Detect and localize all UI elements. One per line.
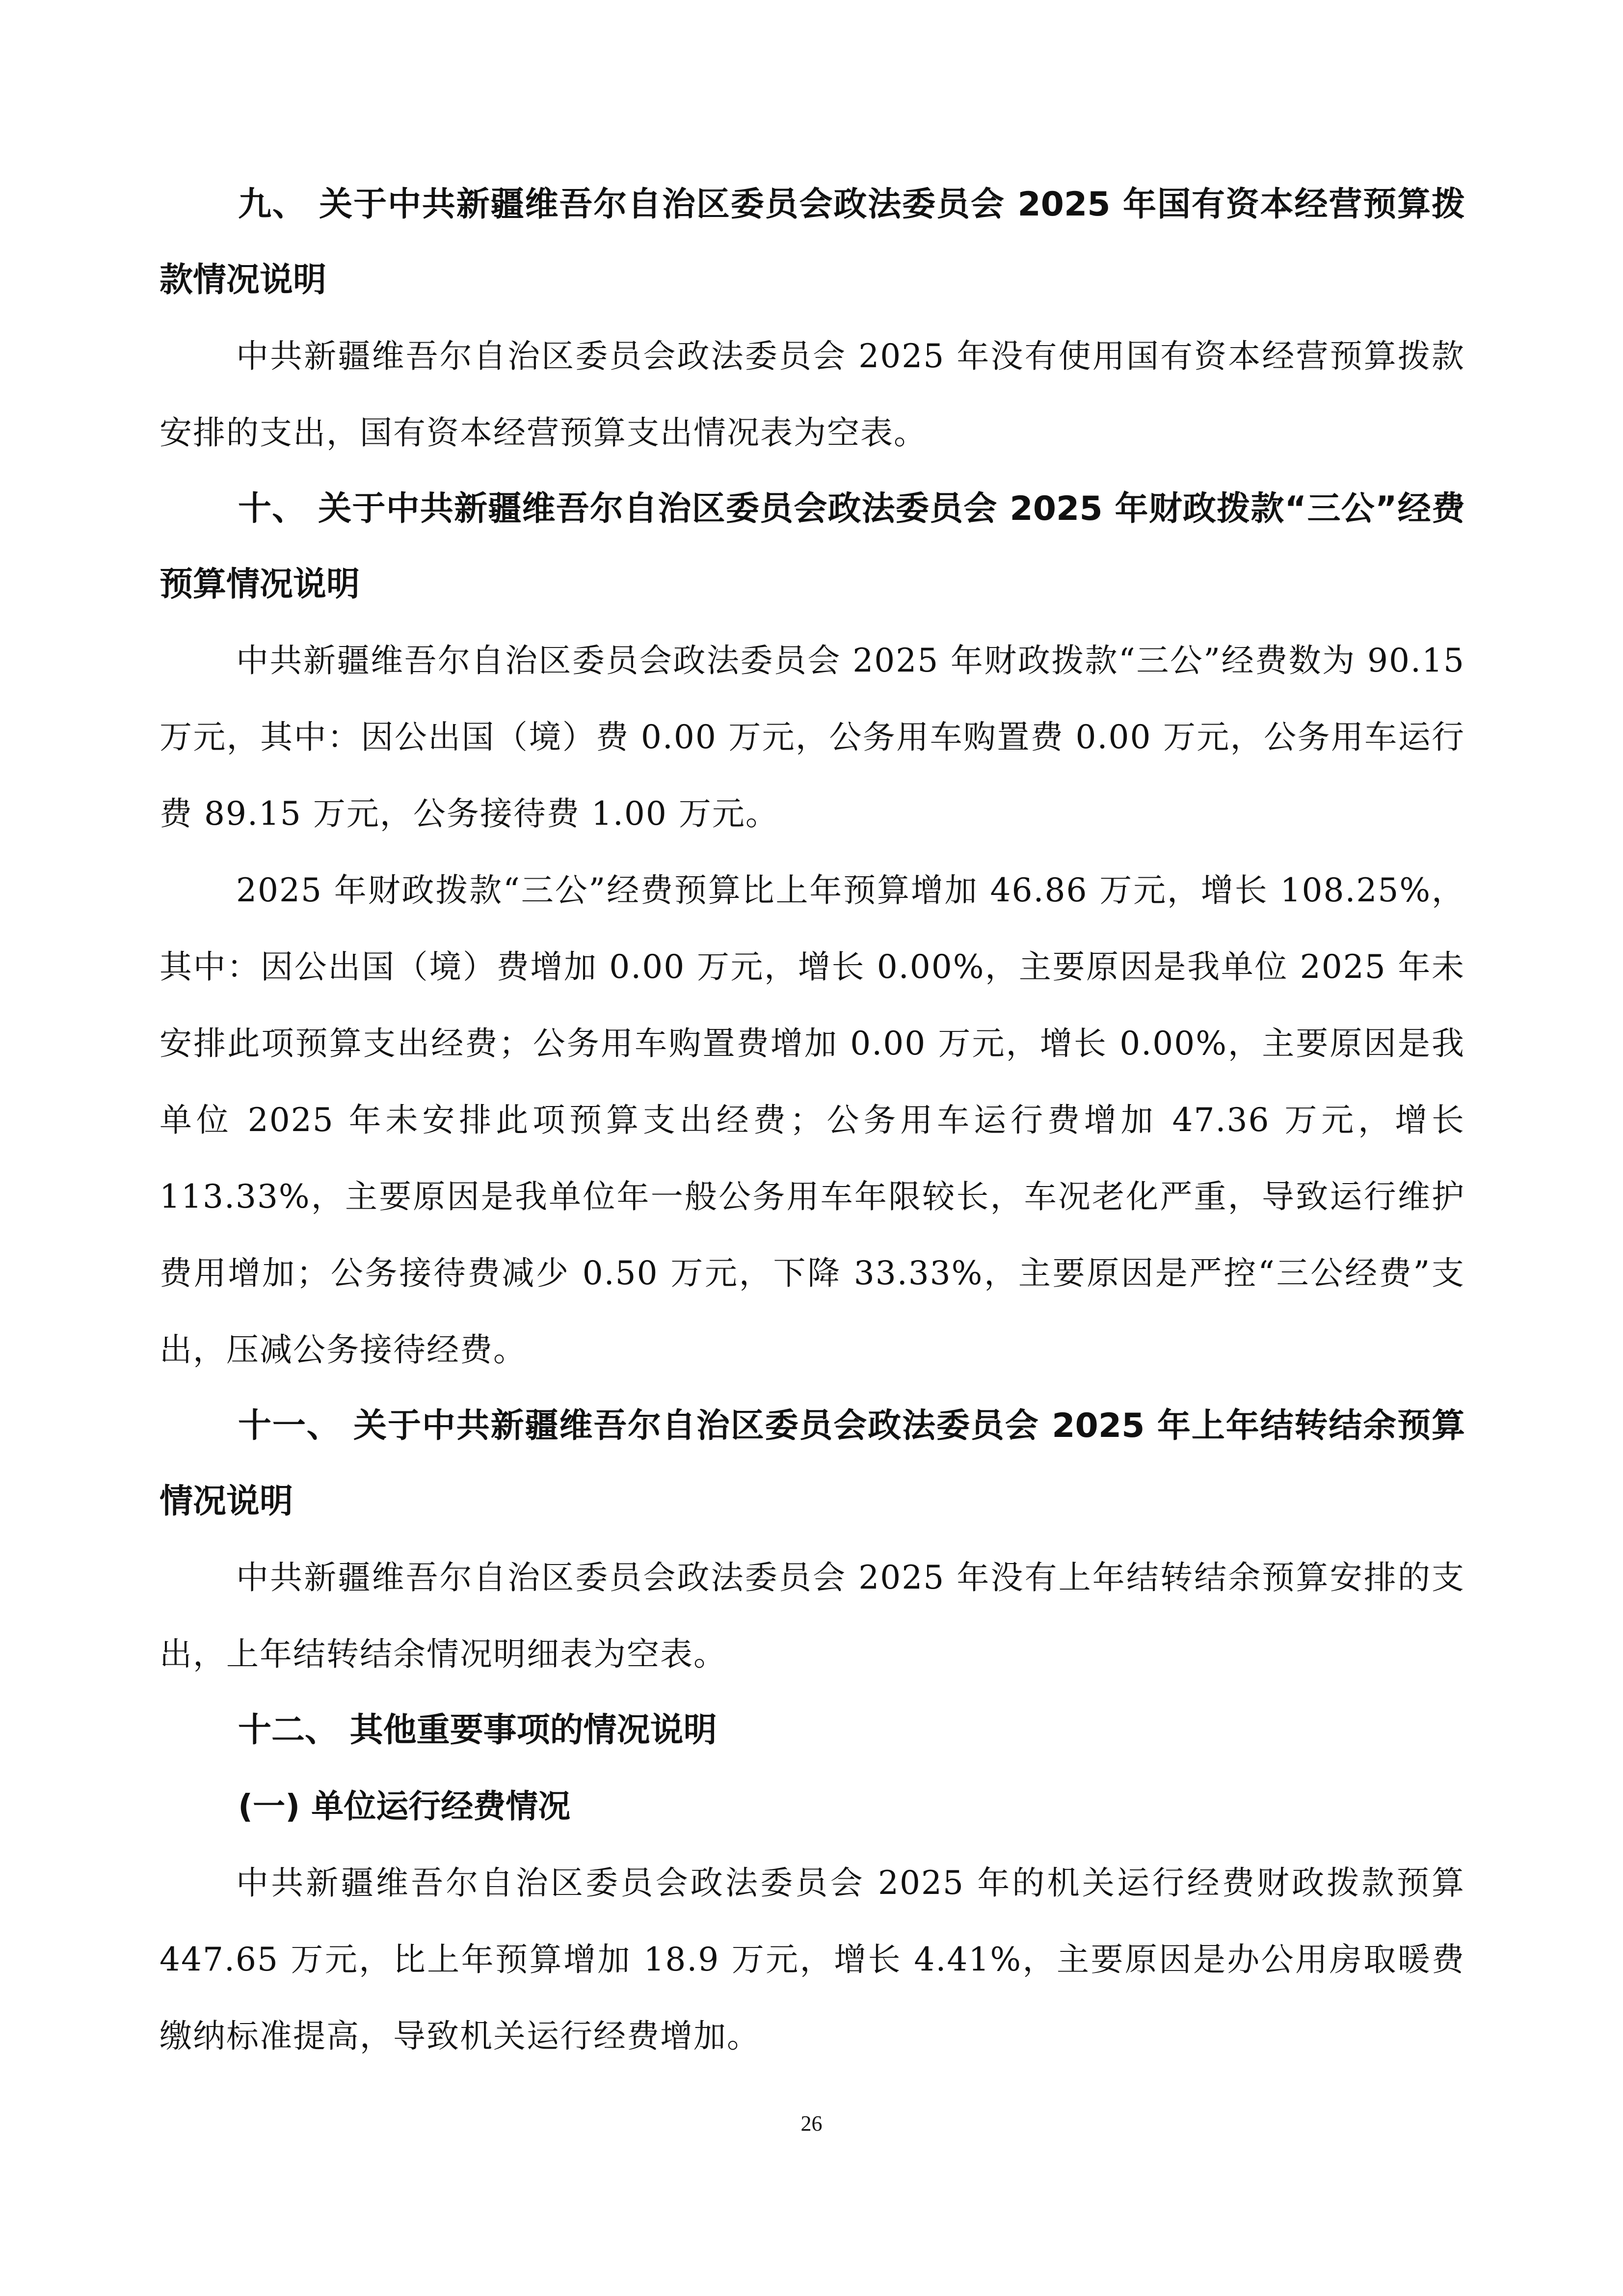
document-page: [160, 167, 1465, 2075]
section-9: [160, 167, 1465, 471]
section-11: [160, 1388, 1465, 1693]
section-9-paragraph-1: 中共新疆维吾尔自治区委员会政法委员会 2025 年没有使用国有资本经营预算拨款安排的支出，国有资本经营预算支出情况表为空表。: [160, 337, 1465, 452]
section-12-heading: 十二、 其他重要事项的情况说明: [238, 1711, 717, 1750]
section-10-paragraph-1: 中共新疆维吾尔自治区委员会政法委员会 2025 年财政拨款“三公”经费数为 90.15 万元，其中：因公出国（境）费 0.00 万元，公务用车购置费 0.00 万元，公务用车运行费 89.15 万元，公务接待费 1.00 万元。: [160, 642, 1465, 833]
section-11-heading: 十一、 关于中共新疆维吾尔自治区委员会政法委员会 2025 年上年结转结余预算情况说明: [160, 1406, 1465, 1521]
section-12-paragraph-1: 中共新疆维吾尔自治区委员会政法委员会 2025 年的机关运行经费财政拨款预算 447.65 万元，比上年预算增加 18.9 万元，增长 4.41%，主要原因是办公用房取暖费缴纳标准提高，导致机关运行经费增加。: [160, 1864, 1465, 2055]
section-9-heading: 九、 关于中共新疆维吾尔自治区委员会政法委员会 2025 年国有资本经营预算拨款情况说明: [160, 185, 1465, 299]
page-number: 26: [800, 2111, 823, 2135]
section-10: [160, 471, 1465, 1388]
section-10-heading: 十、 关于中共新疆维吾尔自治区委员会政法委员会 2025 年财政拨款“三公”经费预算情况说明: [160, 489, 1465, 604]
section-11-paragraph-1: 中共新疆维吾尔自治区委员会政法委员会 2025 年没有上年结转结余预算安排的支出，上年结转结余情况明细表为空表。: [160, 1559, 1465, 1673]
section-10-paragraph-2: 2025 年财政拨款“三公”经费预算比上年预算增加 46.86 万元，增长 108.25%，其中：因公出国（境）费增加 0.00 万元，增长 0.00%，主要原因是我单位 2025 年未安排此项预算支出经费；公务用车购置费增加 0.00 万元，增长 0.00%，主要原因是我单位 2025 年未安排此项预算支出经费；公务用车运行费增加 47.36 万元，增长 113.33%，主要原因是我单位年一般公务用车年限较长，车况老化严重，导致运行维护费用增加；公务接待费减少 0.50 万元，下降 33.33%，主要原因是严控“三公经费”支出，压减公务接待经费。: [160, 871, 1465, 1369]
section-12-subheading: (一) 单位运行经费情况: [238, 1787, 571, 1825]
section-12: [160, 1693, 1465, 2075]
